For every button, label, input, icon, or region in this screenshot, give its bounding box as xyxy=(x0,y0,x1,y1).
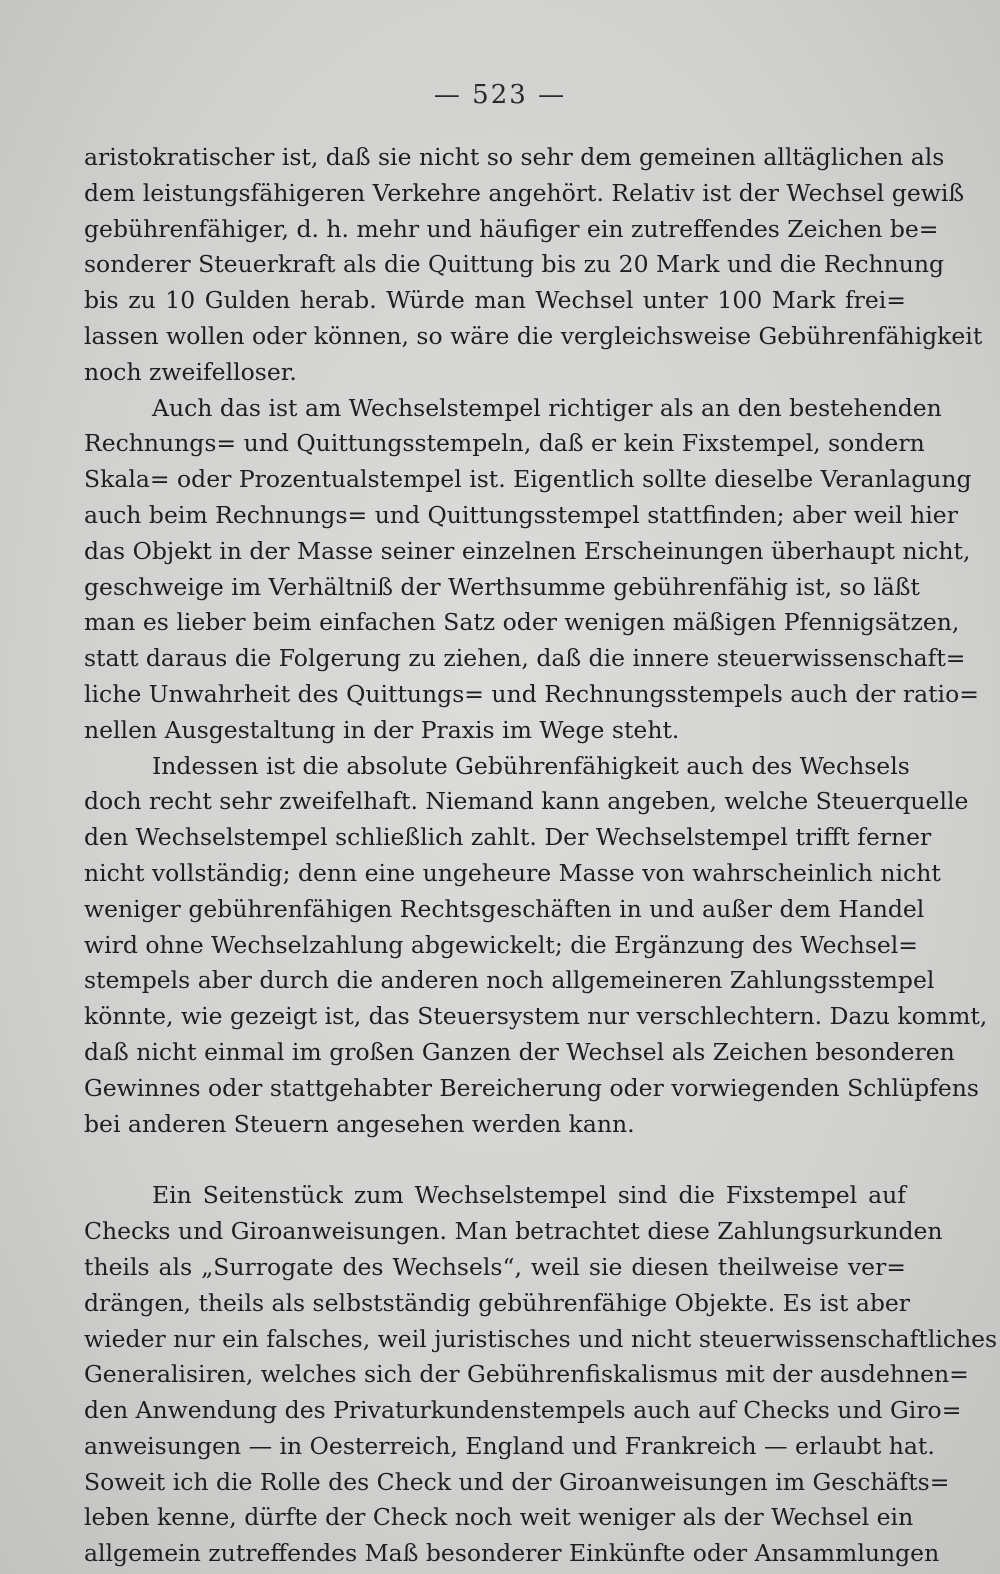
text-line: den Anwendung des Privaturkundenstempels auch auf Checks und Giro= xyxy=(84,1396,962,1425)
text-line: allgemein zutreffendes Maß besonderer Einkünfte oder Ansammlungen xyxy=(84,1539,940,1568)
text-line: den Wechselstempel schließlich zahlt. Der Wechselstempel trifft ferner xyxy=(84,823,932,852)
text-line: liche Unwahrheit des Quittungs= und Rechnungsstempels auch der ratio= xyxy=(84,679,979,708)
text-line: Ein Seitenstück zum Wechselstempel sind die Fixstempel auf xyxy=(152,1181,906,1210)
text-line: nellen Ausgestaltung in der Praxis im Wege steht. xyxy=(84,715,680,744)
text-line: lassen wollen oder können, so wäre die vergleichsweise Gebührenfähigkeit xyxy=(84,321,983,350)
text-line: statt daraus die Folgerung zu ziehen, daß die innere steuerwissenschaft= xyxy=(84,644,966,673)
text-line: bis zu 10 Gulden herab. Würde man Wechsel unter 100 Mark frei= xyxy=(84,286,906,315)
text-line: Generalisiren, welches sich der Gebührenfiskalismus mit der ausdehnen= xyxy=(84,1360,969,1389)
text-line: drängen, theils als selbstständig gebührenfähige Objekte. Es ist aber xyxy=(84,1288,911,1317)
body-text xyxy=(84,140,998,1572)
text-line: daß nicht einmal im großen Ganzen der Wechsel als Zeichen besonderen xyxy=(84,1037,955,1066)
paragraph-1 xyxy=(84,140,983,391)
text-line: auch beim Rechnungs= und Quittungsstempel stattfinden; aber weil hier xyxy=(84,500,958,529)
text-line: dem leistungsfähigeren Verkehre angehört. Relativ ist der Wechsel gewiß xyxy=(84,178,965,207)
text-line: geschweige im Verhältniß der Werthsumme gebührenfähig ist, so läßt xyxy=(84,572,920,601)
text-line: noch zweifelloser. xyxy=(84,357,297,386)
text-line: doch recht sehr zweifelhaft. Niemand kann angeben, welche Steuerquelle xyxy=(84,787,969,816)
text-line: aristokratischer ist, daß sie nicht so sehr dem gemeinen alltäglichen als xyxy=(84,143,945,171)
text-line: wird ohne Wechselzahlung abgewickelt; die Ergänzung des Wechsel= xyxy=(84,930,918,959)
text-line: bei anderen Steuern angesehen werden kann. xyxy=(84,1109,635,1138)
paragraph-2 xyxy=(84,391,979,749)
text-line: Auch das ist am Wechselstempel richtiger als an den bestehenden xyxy=(152,393,942,422)
text-line: man es lieber beim einfachen Satz oder wenigen mäßigen Pfennigsätzen, xyxy=(84,608,960,637)
paragraph-4 xyxy=(84,1178,998,1572)
text-line: theils als „Surrogate des Wechsels“, weil sie diesen theilweise ver= xyxy=(84,1252,906,1281)
text-line: Skala= oder Prozentualstempel ist. Eigentlich sollte dieselbe Veranlagung xyxy=(84,465,972,494)
text-line: sonderer Steuerkraft als die Quittung bis zu 20 Mark und die Rechnung xyxy=(84,250,945,279)
text-line: anweisungen — in Oesterreich, England und Frankreich — erlaubt hat. xyxy=(84,1431,935,1460)
text-line: könnte, wie gezeigt ist, das Steuersystem nur verschlechtern. Dazu kommt, xyxy=(84,1002,988,1031)
text-line: leben kenne, dürfte der Check noch weit weniger als der Wechsel ein xyxy=(84,1503,914,1532)
text-line: Checks und Giroanweisungen. Man betrachtet diese Zahlungsurkunden xyxy=(84,1217,943,1246)
page-number: — 523 — xyxy=(433,80,567,110)
text-line: Rechnungs= und Quittungsstempeln, daß er kein Fixstempel, sondern xyxy=(84,429,925,458)
text-line: gebührenfähiger, d. h. mehr und häufiger ein zutreffendes Zeichen be= xyxy=(84,214,939,243)
text-line: Gewinnes oder stattgehabter Bereicherung oder vorwiegenden Schlüpfens xyxy=(84,1073,979,1102)
text-line: nicht vollständig; denn eine ungeheure Masse von wahrscheinlich nicht xyxy=(84,858,941,887)
text-line: weniger gebührenfähigen Rechtsgeschäften in und außer dem Handel xyxy=(84,894,925,923)
text-line: wieder nur ein falsches, weil juristisches und nicht steuerwissenschaftliches xyxy=(84,1324,998,1353)
text-line: Indessen ist die absolute Gebührenfähigkeit auch des Wechsels xyxy=(152,751,910,780)
text-line: stempels aber durch die anderen noch allgemeineren Zahlungsstempel xyxy=(84,966,935,995)
text-line: Soweit ich die Rolle des Check und der Giroanweisungen im Geschäfts= xyxy=(84,1467,950,1496)
text-line: das Objekt in der Masse seiner einzelnen Erscheinungen überhaupt nicht, xyxy=(84,536,971,565)
paragraph-3 xyxy=(84,749,988,1143)
